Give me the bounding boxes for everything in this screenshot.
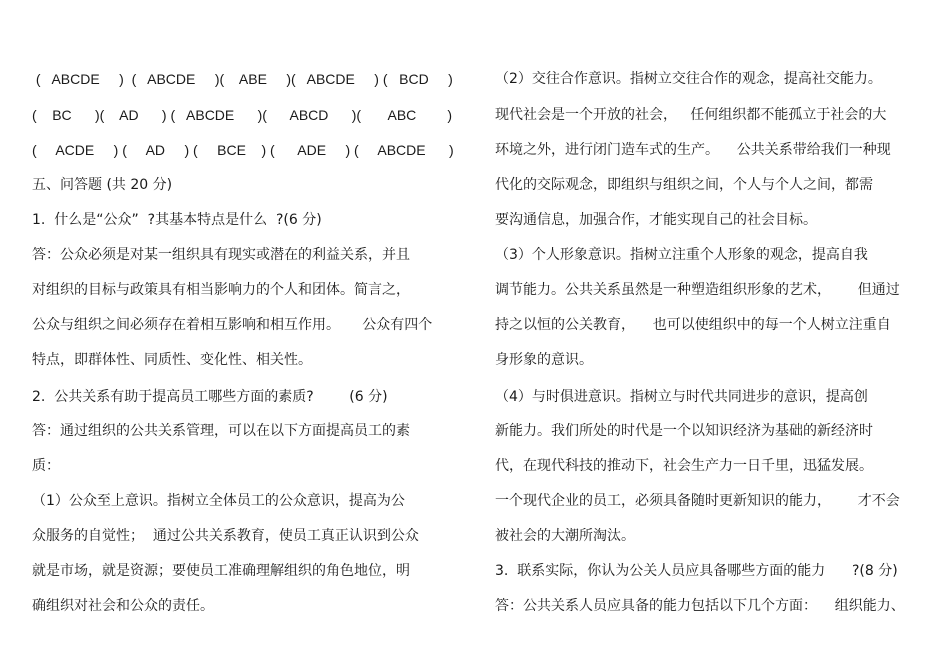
- text-line: 答：公众必须是对某一组织具有现实或潜在的利益关系，并且: [32, 247, 410, 263]
- text-line: 就是市场，就是资源；要使员工准确理解组织的角色地位，明: [32, 563, 410, 579]
- text-line: 新能力。我们所处的时代是一个以知识经济为基础的新经济时: [495, 423, 873, 439]
- text-line: 要沟通信息，加强合作，才能实现自己的社会目标。: [495, 212, 817, 228]
- question-2: 2. 公共关系有助于提高员工哪些方面的素质? (6 分): [32, 389, 388, 405]
- text-line: 一个现代企业的员工，必须具备随时更新知识的能力， 才不会: [495, 493, 900, 509]
- section-heading: 五、问答题 (共 20 分): [32, 177, 173, 193]
- text-line: 身形象的意识。: [495, 352, 593, 368]
- text-line: 被社会的大潮所淘汰。: [495, 528, 635, 544]
- text-line: 现代社会是一个开放的社会， 任何组织都不能孤立于社会的大: [495, 107, 887, 123]
- text-line: 代化的交际观念，即组织与组织之间，个人与个人之间，都需: [495, 177, 873, 193]
- text-line: 众服务的自觉性； 通过公共关系教育，使员工真正认识到公众: [32, 528, 419, 544]
- text-line: 调节能力。公共关系虽然是一种塑造组织形象的艺术， 但通过: [495, 282, 900, 298]
- text-line: 答：公共关系人员应具备的能力包括以下几个方面： 组织能力、: [495, 598, 905, 614]
- text-line: （2）交往合作意识。指树立交往合作的观念，提高社交能力。: [495, 71, 882, 87]
- text-line: （1）公众至上意识。指树立全体员工的公众意识，提高为公: [32, 493, 405, 509]
- text-line: 质：: [32, 458, 60, 474]
- text-line: 公众与组织之间必须存在着相互影响和相互作用。 公众有四个: [32, 317, 433, 333]
- answer-row-2: ( BC )( AD ) ( ABCDE )( ABCD )( ABC ): [32, 107, 453, 123]
- text-line: 对组织的目标与政策具有相当影响力的个人和团体。简言之，: [32, 282, 410, 298]
- question-1: 1. 什么是“公众” ?其基本特点是什么 ?(6 分): [32, 212, 322, 228]
- text-line: （3）个人形象意识。指树立注重个人形象的观念，提高自我: [495, 247, 868, 263]
- text-line: 特点，即群体性、同质性、变化性、相关性。: [32, 352, 312, 368]
- text-line: 答：通过组织的公共关系管理，可以在以下方面提高员工的素: [32, 423, 410, 439]
- text-line: 持之以恒的公关教育， 也可以使组织中的每一个人树立注重自: [495, 317, 891, 333]
- answer-row-1: ( ABCDE ) ( ABCDE )( ABE )( ABCDE ) ( BCD ): [32, 71, 453, 87]
- text-line: 代，在现代科技的推动下，社会生产力一日千里，迅猛发展。: [495, 458, 873, 474]
- answer-row-3: ( ACDE ) ( AD ) ( BCE ) ( ADE ) ( ABCDE ): [32, 142, 454, 158]
- text-line: （4）与时俱进意识。指树立与时代共同进步的意识，提高创: [495, 389, 868, 405]
- text-line: 环境之外，进行闭门造车式的生产。 公共关系带给我们一种现: [495, 142, 891, 158]
- text-line: 确组织对社会和公众的责任。: [32, 598, 214, 614]
- question-3: 3. 联系实际，你认为公关人员应具备哪些方面的能力 ?(8 分): [495, 563, 898, 579]
